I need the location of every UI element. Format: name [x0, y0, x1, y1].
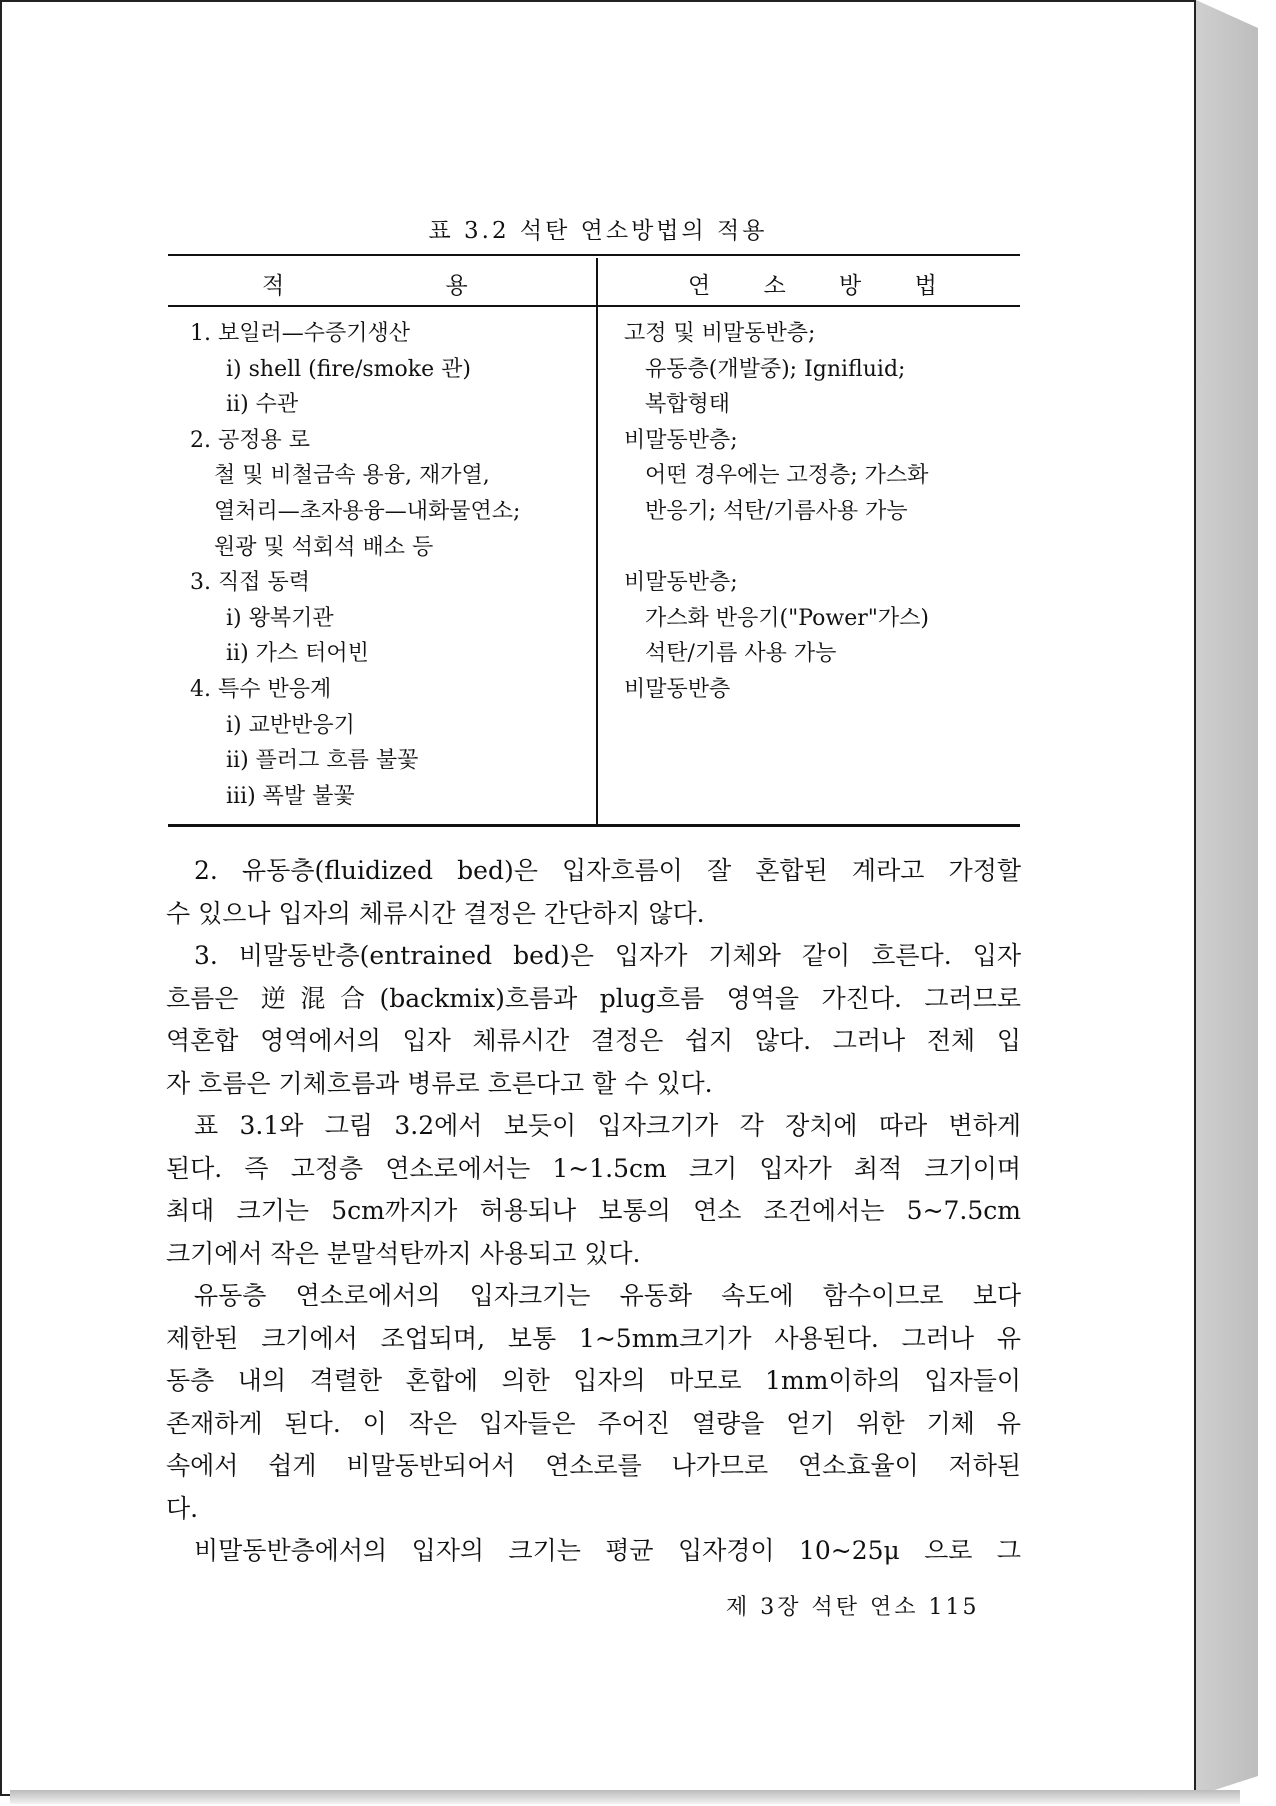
header-method-text: 연 소 방 법: [688, 273, 939, 299]
table-left-row: ii) 가스 터어빈: [226, 641, 369, 667]
body-text: [166, 850, 1021, 1573]
table-left-row: 4. 특수 반응계: [190, 677, 332, 702]
paragraph-line: 속에서 쉽게 비말동반되어서 연소로를 나가므로 연소효율이 저하된: [166, 1451, 1021, 1480]
table-right-row: 비말동반층;: [624, 427, 738, 453]
table-left-row: iii) 폭발 불꽃: [226, 783, 355, 809]
page-edge-shadow: [1196, 0, 1258, 1796]
paragraph-line: 비말동반층에서의 입자의 크기는 평균 입자경이 10~25μ 으로 그: [194, 1536, 1021, 1565]
paragraph-line: 자 흐름은 기체흐름과 병류로 흐른다고 할 수 있다.: [166, 1068, 713, 1098]
page-bottom-shadow: [10, 1790, 1240, 1804]
paragraph-line: 동층 내의 격렬한 혼합에 의한 입자의 마모로 1mm이하의 입자들이: [166, 1366, 1021, 1395]
paragraph-line: 3. 비말동반층(entrained bed)은 입자가 기체와 같이 흐른다. 입자: [194, 941, 1021, 970]
table-left-row: ii) 플러그 흐름 불꽃: [226, 748, 419, 774]
paragraph-line: 존재하게 된다. 이 작은 입자들은 주어진 열량을 얻기 위한 기체 유: [166, 1408, 1021, 1438]
table-right-row: 비말동반층: [624, 677, 731, 702]
table-left-row: 열처리—초자용융—내화물연소;: [214, 499, 521, 524]
table-header-application: [262, 267, 512, 300]
header-application-text: 적 용: [262, 273, 470, 299]
table-top-rule: [168, 254, 1020, 256]
table-left-row: 원광 및 석회석 배소 등: [214, 534, 434, 560]
table-left-row: i) 교반반응기: [226, 712, 355, 738]
table-header-rule: [168, 305, 1020, 307]
table-bottom-rule: [168, 824, 1020, 827]
table-left-row: 2. 공정용 로: [190, 427, 310, 453]
paragraph-line: 역혼합 영역에서의 입자 체류시간 결정은 쉽지 않다. 그러나 전체 입: [166, 1026, 1021, 1055]
page-footer: 제 3장 석탄 연소 115: [726, 1595, 980, 1620]
table-right-row: 복합형태: [645, 392, 731, 418]
paragraph-line: 2. 유동층(fluidized bed)은 입자흐름이 잘 혼합된 계라고 가정할: [194, 856, 1021, 885]
table-left-row: 3. 직접 동력: [190, 570, 310, 596]
paragraph-line: 유동층 연소로에서의 입자크기는 유동화 속도에 함수이므로 보다: [194, 1281, 1021, 1310]
table-left-row: ii) 수관: [226, 392, 299, 418]
table-caption: 표 3.2 석탄 연소방법의 적용: [428, 218, 768, 244]
paragraph-line: 된다. 즉 고정층 연소로에서는 1~1.5cm 크기 입자가 최적 크기이며: [166, 1153, 1021, 1183]
paragraph-line: 다.: [166, 1493, 199, 1523]
paragraph-line: 수 있으나 입자의 체류시간 결정은 간단하지 않다.: [166, 898, 705, 928]
table-left-row: 철 및 비철금속 용융, 재가열,: [214, 463, 490, 489]
paragraph-line: 제한된 크기에서 조업되며, 보통 1~5mm크기가 사용된다. 그러나 유: [166, 1323, 1021, 1353]
table-header-method: [688, 267, 939, 300]
table-left-row: 1. 보일러—수증기생산: [190, 321, 410, 346]
table-right-row: 가스화 반응기("Power"가스): [645, 605, 929, 631]
paragraph-line: 표 3.1와 그림 3.2에서 보듯이 입자크기가 각 장치에 따라 변하게: [194, 1111, 1021, 1140]
table-right-row: 유동층(개발중); Ignifluid;: [645, 356, 906, 382]
paragraph-line: 크기에서 작은 분말석탄까지 사용되고 있다.: [166, 1238, 641, 1268]
table-right-row: 어떤 경우에는 고정층; 가스화: [645, 463, 929, 489]
table-right-row: 석탄/기름 사용 가능: [645, 641, 837, 667]
table-column-divider: [596, 258, 598, 824]
paragraph-line: 흐름은 逆混合(backmix)흐름과 plug흐름 영역을 가진다. 그러므로: [166, 983, 1021, 1013]
table-right-row: 고정 및 비말동반층;: [624, 321, 816, 346]
table-left-row: i) 왕복기관: [226, 605, 334, 631]
table-right-row: 비말동반층;: [624, 570, 738, 596]
paragraph-line: 최대 크기는 5cm까지가 허용되나 보통의 연소 조건에서는 5~7.5cm: [166, 1196, 1021, 1225]
table-right-row: 반응기; 석탄/기름사용 가능: [645, 499, 908, 524]
table-left-row: i) shell (fire/smoke 관): [226, 356, 471, 382]
